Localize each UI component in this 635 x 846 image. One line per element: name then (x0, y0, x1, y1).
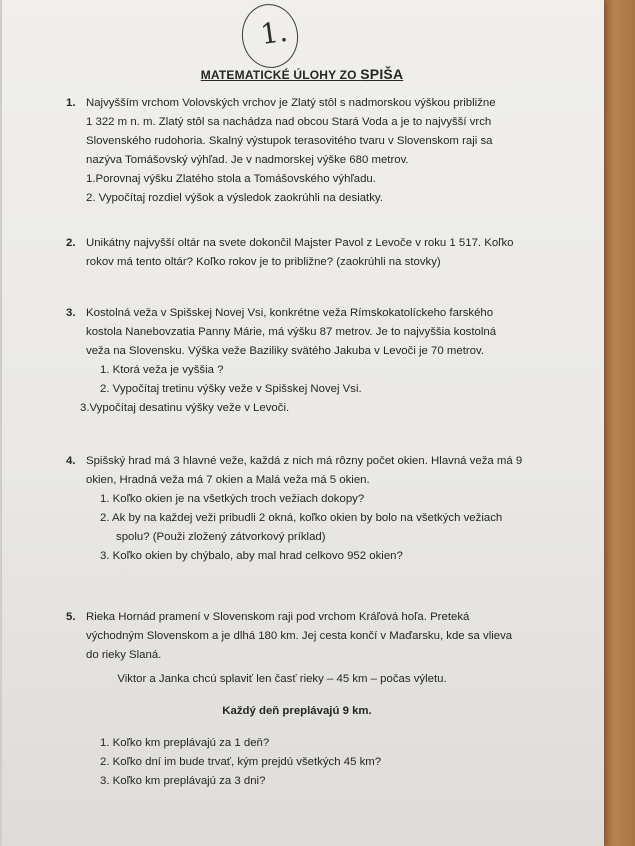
task-2-line-1: Unikátny najvyšší oltár na svete dokončil Majster Pavol z Levoče v roku 1 517. Koľko (86, 237, 514, 249)
task-1-line-4: nazýva Tomášovský výhľad. Je v nadmorskej výške 680 metrov. (86, 154, 409, 166)
task-1-line-2: 1 322 m n. m. Zlatý stôl sa nachádza nad obcou Stará Voda a je to najvyšší vrch (86, 116, 492, 128)
task-1-subquestion-1: 1.Porovnaj výšku Zlatého stola a Tomášovského výhľadu. (86, 173, 376, 185)
task-5-subquestions (86, 734, 381, 791)
task-3-number: 3. (66, 307, 76, 319)
task-3-line-2: kostola Nanebovzatia Panny Márie, má výšku 87 metrov. Je to najvyššia kostolná (86, 326, 497, 338)
circled-number-text: 1. (258, 14, 290, 52)
task-3-subquestion-1: 1. Ktorá veža je vyššia ? (100, 364, 224, 376)
task-5-subquestion-2: 2. Koľko dní im bude trvať, kým prejdú všetkých 45 km? (100, 756, 382, 768)
task-5-subquestion-1: 1. Koľko km preplávajú za 1 deň? (100, 737, 270, 749)
task-1-line-1: Najvyšším vrchom Volovských vrchov je Zlatý stôl s nadmorskou výškou približne (86, 97, 496, 109)
task-4 (66, 452, 523, 566)
task-5-trip-text: Viktor a Janka chcú splaviť len časť rieky – 45 km – počas výletu. (117, 673, 447, 685)
task-5-line-2: východným Slovenskom a je dlhá 180 km. Jej cesta končí v Maďarsku, kde sa vlieva (86, 630, 513, 642)
task-1-line-3: Slovenského rudohoria. Skalný výstupok terasovitého tvaru v Slovenskom raji sa (86, 135, 493, 147)
handwritten-circled-number (238, 0, 302, 71)
task-5-line-1: Rieka Hornád pramení v Slovenskom raji pod vrchom Kráľová hoľa. Preteká (86, 611, 470, 623)
task-3-line-1: Kostolná veža v Spišskej Novej Vsi, konkrétne veža Rímskokatolíckeho farského (86, 307, 494, 319)
task-5-line-3: do rieky Slaná. (86, 649, 162, 661)
task-1-number: 1. (66, 97, 76, 109)
task-3-subquestion-3: 3.Vypočítaj desatinu výšky veže v Levoči. (80, 402, 290, 414)
task-5 (66, 608, 513, 665)
task-4-number: 4. (66, 455, 76, 467)
task-2-line-2: rokov má tento oltár? Koľko rokov je to približne? (zaokrúhli na stovky) (86, 256, 441, 268)
task-2 (66, 234, 514, 272)
wooden-table-edge (601, 0, 635, 846)
task-4-line-1: Spišský hrad má 3 hlavné veže, každá z nich má rôzny počet okien. Hlavná veža má 9 (86, 455, 523, 467)
task-5-subquestion-3: 3. Koľko km preplávajú za 3 dni? (100, 775, 266, 787)
task-1-subquestion-2: 2. Vypočítaj rozdiel výšok a výsledok zaokrúhli na desiatky. (86, 192, 383, 204)
task-5-number: 5. (66, 611, 76, 623)
task-4-line-2: okien, Hradná veža má 7 okien a Malá veža má 5 okien. (86, 474, 370, 486)
task-4-subquestion-2: 2. Ak by na každej veži pribudli 2 okná, koľko okien by bolo na všetkých vežiach (100, 512, 503, 524)
task-5-note (2, 670, 562, 689)
task-4-subquestion-2-cont: spolu? (Použi zložený zátvorkový príklad) (116, 531, 326, 543)
task-3-line-3: veža na Slovensku. Výška veže Baziliky svätého Jakuba v Levoči je 70 metrov. (86, 345, 485, 357)
task-1 (66, 94, 496, 208)
worksheet-title (2, 66, 602, 82)
task-2-number: 2. (66, 237, 76, 249)
worksheet-page (2, 0, 604, 846)
task-5-daily (2, 702, 592, 721)
task-3-subquestion-2: 2. Vypočítaj tretinu výšky veže v Spišskej Novej Vsi. (100, 383, 362, 395)
task-5-daily-text: Každý deň preplávajú 9 km. (222, 705, 372, 717)
task-4-subquestion-1: 1. Koľko okien je na všetkých troch vežiach dokopy? (100, 493, 365, 505)
title-emphasis: SPIŠA (360, 66, 404, 82)
task-4-subquestion-3: 3. Koľko okien by chýbalo, aby mal hrad celkovo 952 okien? (100, 550, 403, 562)
title-main: MATEMATICKÉ ÚLOHY ZO (200, 68, 361, 82)
task-3 (66, 304, 497, 418)
